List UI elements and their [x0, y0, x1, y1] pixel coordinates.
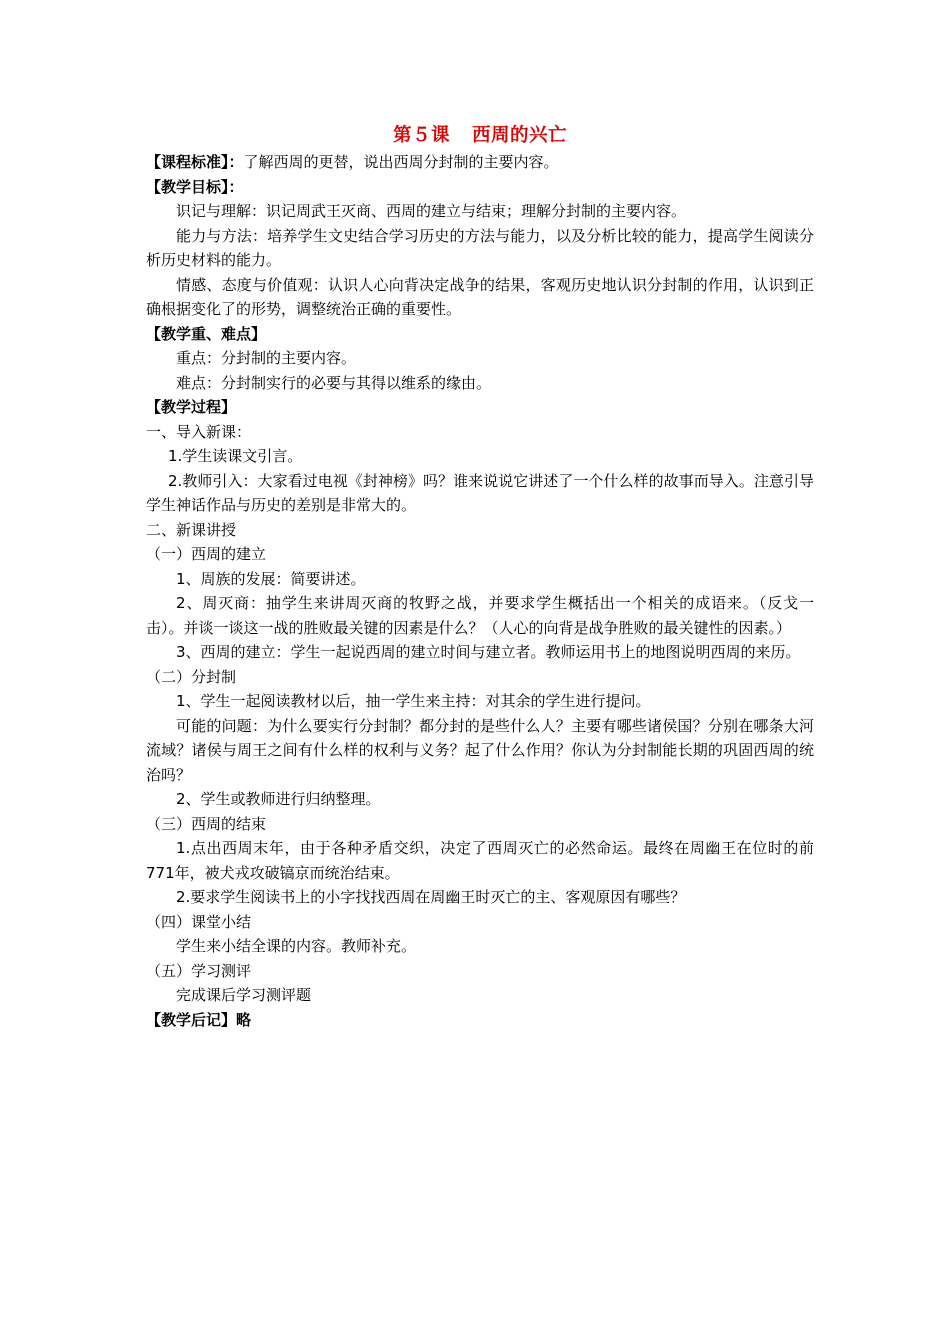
goal-item: 能力与方法：培养学生文史结合学习历史的方法与能力，以及分析比较的能力，提高学生阅读分析历史材料的能力。: [146, 226, 814, 269]
section-heading: 一、导入新课：: [146, 422, 252, 441]
subsection-item: 可能的问题：为什么要实行分封制？都分封的是些什么人？主要有哪些诸侯国？分别在哪条大河流域？诸侯与周王之间有什么样的权利与义务？起了什么作用？你认为分封制能长期的巩固西周的统治吗？: [146, 716, 814, 784]
difficult-point: 难点：分封制实行的必要与其得以维系的缘由。: [176, 373, 492, 392]
intro-item: 1.学生读课文引言。: [168, 447, 303, 465]
standard-label: 【课程标准】：: [146, 153, 244, 171]
subsection-heading: （三）西周的结束: [146, 814, 267, 833]
postscript-text: 略: [236, 1010, 252, 1029]
keypoints-label: 【教学重、难点】: [146, 324, 267, 343]
subsection-heading: （四）课堂小结: [146, 912, 252, 931]
lesson-number: 第５课: [392, 125, 450, 146]
goal-item: 情感、态度与价值观：认识人心向背决定战争的结果，客观历史地认识分封制的作用，认识到正确根据变化了的形势，调整统治正确的重要性。: [146, 275, 814, 318]
key-point: 重点：分封制的主要内容。: [176, 349, 357, 367]
subsection-item: 2、周灭商：抽学生来讲周灭商的牧野之战，并要求学生概括出一个相关的成语来。（反戈一击）。并谈一谈这一战的胜败最关键的因素是什么？（人心的向背是战争胜败的最关键性的因素。）: [146, 594, 814, 637]
postscript: [146, 1008, 814, 1033]
postscript-label: 【教学后记】: [146, 1010, 237, 1029]
subsection-text: 学生来小结全课的内容。教师补充。: [176, 937, 417, 955]
subsection-item: 1、周族的发展：简要讲述。: [176, 569, 366, 588]
section-heading: 二、新课讲授: [146, 520, 237, 539]
standard-text: 了解西周的更替，说出西周分封制的主要内容。: [243, 153, 559, 171]
goal-item: 识记与理解：识记周武王灭商、西周的建立与结束；理解分封制的主要内容。: [176, 202, 687, 220]
document-content: [146, 124, 814, 1032]
subsection-text: 完成课后学习测评题: [176, 986, 312, 1004]
subsection-item: 1、学生一起阅读教材以后，抽一学生来主持：对其余的学生进行提问。: [176, 692, 651, 710]
subsection-item: 3、西周的建立：学生一起说西周的建立时间与建立者。教师运用书上的地图说明西周的来历。: [176, 643, 801, 661]
page-title: [146, 124, 814, 148]
subsection-item: 1.点出西周末年，由于各种矛盾交织，决定了西周灭亡的必然命运。最终在周幽王在位时的前771年，被犬戎攻破镐京而统治结束。: [146, 839, 814, 882]
process-label: 【教学过程】: [146, 398, 237, 416]
lesson-name: 西周的兴亡: [472, 125, 568, 146]
subsection-item: 2.要求学生阅读书上的小字找找西周在周幽王时灭亡的主、客观原因有哪些？: [176, 888, 686, 906]
subsection-heading: （五）学习测评: [146, 961, 252, 980]
subsection-heading: （二）分封制: [146, 667, 237, 686]
subsection-item: 2、学生或教师进行归纳整理。: [176, 790, 381, 808]
intro-item: 2.教师引入：大家看过电视《封神榜》吗？谁来说说它讲述了一个什么样的故事而导入。注意引导学生神话作品与历史的差别是非常大的。: [146, 471, 814, 514]
subsection-heading: （一）西周的建立: [146, 545, 267, 563]
curriculum-standard: [146, 150, 814, 175]
goals-label: 【教学目标】：: [146, 177, 244, 196]
